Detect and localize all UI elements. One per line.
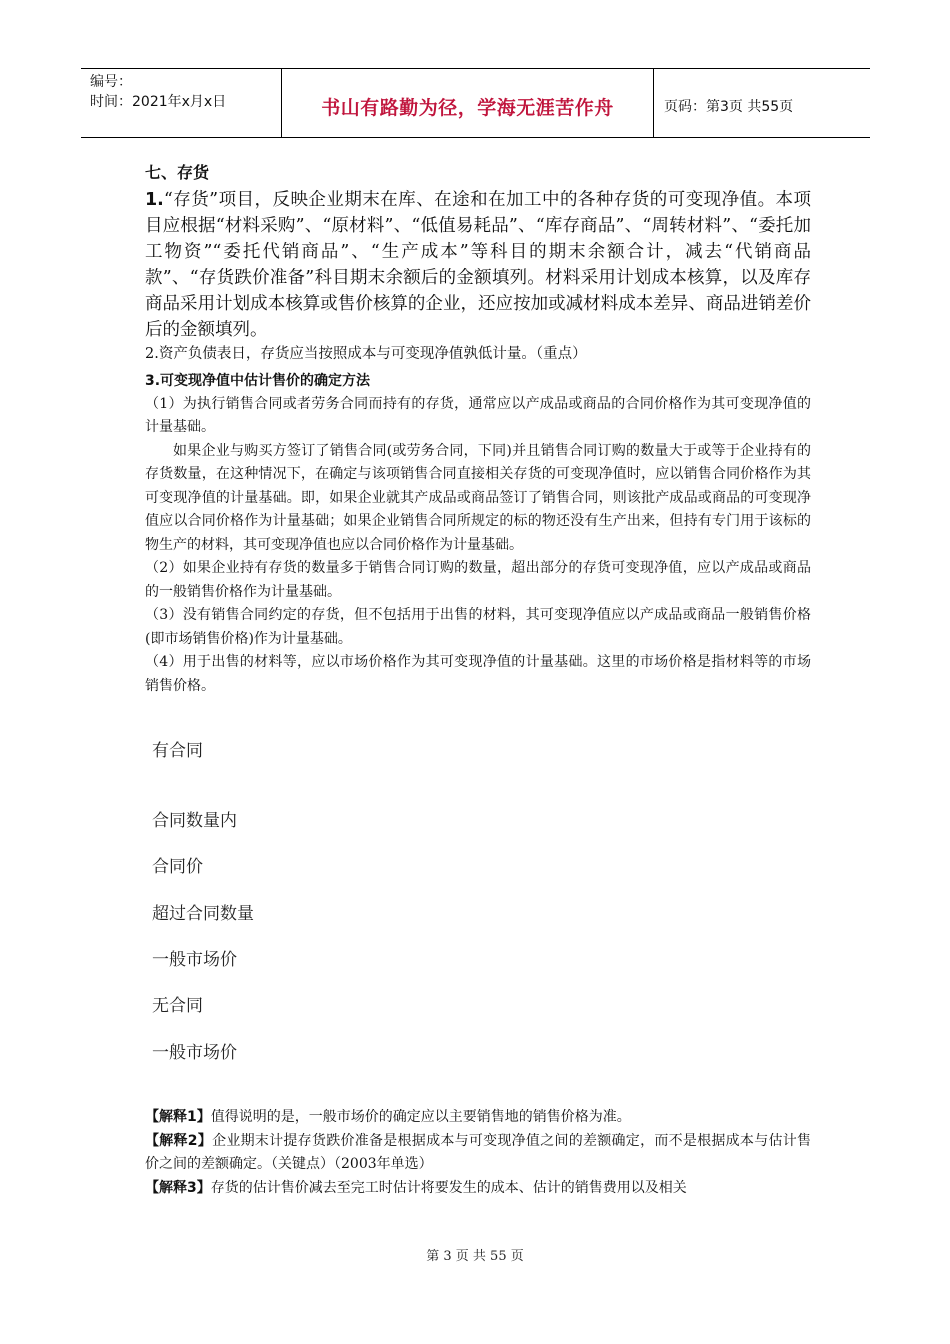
note-2-label: 【解释2】 <box>145 1132 213 1149</box>
paragraph-1: （1）为执行销售合同或者劳务合同而持有的存货，通常应以产成品或商品的合同价格作为其可变现净值的计量基础。 <box>145 395 811 435</box>
paragraph-1b: 如果企业与购买方签订了销售合同(或劳务合同，下同)并且销售合同订购的数量大于或等于企业持有的存货数量，在这种情况下，在确定与该项销售合同直接相关存货的可变现净值时，应以销售合同价格作为其可变现净值的计量基础。即，如果企业就其产成品或商品签订了销售合同，则该批产成品或商品的可变现净值应以合同价格作为计量基础；如果企业销售合同所规定的标的物还没有生产出来，但持有专门用于该标的物生产的材料，其可变现净值也应以合同价格作为计量基础。 <box>145 442 811 553</box>
time-label: 时间：2021年x月x日 <box>90 94 227 110</box>
diagram-has-contract: 有合同 <box>152 741 203 761</box>
diagram-contract-price: 合同价 <box>152 857 203 877</box>
note-3 <box>145 1177 811 1201</box>
diagram-market-price-1: 一般市场价 <box>152 950 237 970</box>
diagram-exceed-qty: 超过合同数量 <box>152 904 254 924</box>
item-1-number: 1. <box>145 190 164 210</box>
page-info: 页码：第3页 共55页 <box>664 99 794 115</box>
notes <box>145 1106 811 1200</box>
paragraph-4: （4）用于出售的材料等，应以市场价格作为其可变现净值的计量基础。这里的市场价格是指材料等的市场销售价格。 <box>145 654 811 694</box>
diagram-market-price-2: 一般市场价 <box>152 1043 237 1063</box>
diagram-within-qty: 合同数量内 <box>152 811 237 831</box>
header-meta-cell <box>81 69 282 137</box>
note-1-label: 【解释1】 <box>145 1109 211 1125</box>
item-1-text: “存货”项目，反映企业期末在库、在途和在加工中的各种存货的可变现净值。本项目应根据“材料采购”、“原材料”、“低值易耗品”、“库存商品”、“周转材料”、“委托加工物资”“委托代销商品”、“生产成本”等科目的期末余额合计，减去“代销商品款”、“存货跌价准备”科目期末余额后的金额填列。材料采用计划成本核算，以及库存商品采用计划成本核算或售价核算的企业，还应按加或减材料成本差异、商品进销差价后的金额填列。 <box>145 190 811 340</box>
main-content <box>145 160 811 698</box>
item-1 <box>145 187 811 343</box>
paragraph-3: （3）没有销售合同约定的存货，但不包括用于出售的材料，其可变现净值应以产成品或商品一般销售价格(即市场销售价格)作为计量基础。 <box>145 607 811 647</box>
note-1 <box>145 1106 811 1130</box>
section-title: 七、存货 <box>145 163 210 182</box>
note-1-text: 值得说明的是，一般市场价的确定应以主要销售地的销售价格为准。 <box>210 1109 631 1125</box>
number-label: 编号： <box>90 74 132 90</box>
diagram-no-contract: 无合同 <box>152 996 203 1016</box>
note-2-text: 企业期末计提存货跌价准备是根据成本与可变现净值之间的差额确定，而不是根据成本与估计售价之间的差额确定。（关键点）（2003年单选） <box>145 1132 811 1172</box>
note-2 <box>145 1130 811 1177</box>
item-2: 2.资产负债表日，存货应当按照成本与可变现净值孰低计量。（重点） <box>145 346 587 362</box>
header-table <box>81 68 870 138</box>
paragraph-2: （2）如果企业持有存货的数量多于销售合同订购的数量，超出部分的存货可变现净值，应以产成品或商品的一般销售价格作为计量基础。 <box>145 560 811 600</box>
note-3-label: 【解释3】 <box>145 1179 211 1196</box>
page-footer: 第 3 页 共 55 页 <box>426 1249 524 1264</box>
item-3-title: 3.可变现净值中估计售价的确定方法 <box>145 372 371 389</box>
note-3-text: 存货的估计售价减去至完工时估计将要发生的成本、估计的销售费用以及相关 <box>210 1179 687 1196</box>
slogan: 书山有路勤为径，学海无涯苦作舟 <box>282 69 654 137</box>
